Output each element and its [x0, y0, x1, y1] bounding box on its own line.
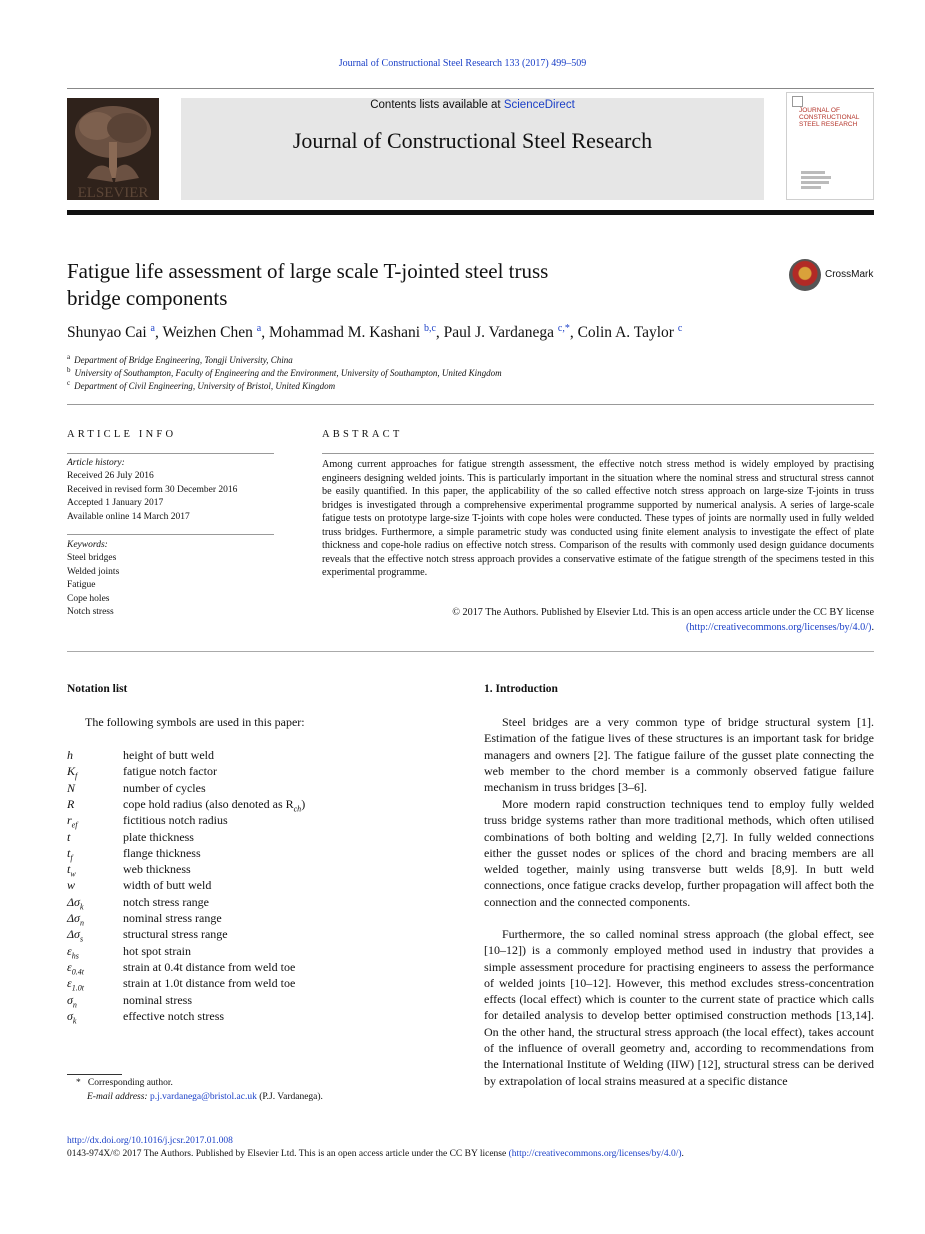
keywords	[67, 539, 274, 619]
license-line: © 2017 The Authors. Published by Elsevier Ltd. This is an open access article under the CC BY license	[452, 607, 874, 618]
history-received: Received 26 July 2016	[67, 471, 154, 482]
notation-definition: strain at 0.4t distance from weld toe	[123, 959, 296, 974]
notation-symbol: $\varepsilon_{1.0t}$	[67, 976, 84, 993]
header-thick-rule	[67, 210, 874, 215]
cover-title: JOURNAL OF CONSTRUCTIONAL STEEL RESEARCH	[799, 107, 860, 128]
notation-symbol: $t_w$	[67, 862, 76, 879]
author-affil-link[interactable]: c,*	[557, 323, 570, 334]
footer-license-link[interactable]: (http://creativecommons.org/licenses/by/4.0/)	[508, 1149, 682, 1159]
author-affil-link[interactable]: a	[150, 323, 155, 334]
notation-symbol: $K_f$	[67, 764, 78, 781]
article-info-rule	[67, 453, 274, 454]
crossmark-label: CrossMark	[825, 269, 874, 280]
crossmark-icon	[789, 259, 821, 291]
crossmark-button[interactable]	[789, 259, 879, 293]
notation-symbol: w	[67, 878, 76, 893]
article-history	[67, 457, 274, 524]
journal-citation-link[interactable]: Journal of Constructional Steel Research 133 (2017) 499–509	[338, 58, 587, 69]
email-link[interactable]: p.j.vardanega@bristol.ac.uk	[149, 1092, 257, 1102]
history-label: Article history:	[67, 458, 125, 468]
keyword: Steel bridges	[67, 553, 117, 564]
notation-definition: strain at 1.0t distance from weld toe	[123, 976, 296, 991]
author-list: Shunyao Cai $^a$, Weizhen Chen $^a$, Mohammad M. Kashani $^{b,c}$, Paul J. Vardanega $^{c,*}$, Colin A. Taylor $^c$	[67, 323, 683, 342]
abstract-rule	[322, 453, 874, 454]
elsevier-wordmark: ELSEVIER	[77, 185, 149, 200]
author-affil-link[interactable]: a	[256, 323, 262, 334]
cover-editors-block	[801, 171, 841, 189]
notation-definition: cope hold radius (also denoted as $R_{ch}$)	[123, 796, 306, 814]
license-link[interactable]: (http://creativecommons.org/licenses/by/4.0/)	[686, 621, 872, 633]
keywords-label: Keywords:	[67, 540, 108, 550]
footnote-corresponding: * Corresponding author.	[76, 1078, 173, 1088]
author-affil-link[interactable]: c	[677, 323, 683, 334]
intro-paragraph-1: Steel bridges are a very common type of bridge structural system [1]. Estimation of the fatigue lives of these structures is an important task for bridge managers and owners [2]. The fatigue failure of the gusset plate connecting the web member to the chord member is a commonly observed fatigue failure mechanism in truss bridges [3–6].	[484, 715, 874, 795]
keyword: Welded joints	[67, 566, 120, 577]
notation-symbol: R	[67, 796, 75, 811]
notation-heading: Notation list	[67, 683, 128, 695]
license-end: .	[871, 621, 874, 633]
notation-symbol: $\sigma_n$	[67, 992, 77, 1009]
notation-definition: structural stress range	[123, 927, 228, 942]
keyword: Notch stress	[67, 607, 114, 618]
header-rule	[67, 88, 874, 89]
notation-symbol: $\Delta\sigma_s$	[67, 927, 84, 944]
elsevier-tree-icon	[67, 98, 159, 200]
abstract-text: Among current approaches for fatigue strength assessment, the effective notch stress method is widely employed by practising engineers designing welded joints. This is particularly important in the situation where the nominal stress and structural stress cannot be easily quantified. In this paper, the applicability of the so called effective notch stress approach on large-size T-joints in truss bridges is investigated through a comprehensive experimental programme supported by numerical analysis. A series of large-scale fatigue tests on prototype large-size T-joints with cope holes were conducted. These types of joints are normally used in fully welded truss bridges. Furthermore, a simple parametric study was conducted using finite element analysis to investigate the effect of plate thickness and cope-hole radius on effective notch stress. Comparison of the results with commonly used design guidance documents reveals that the effective notch stress approach provides a conservative estimate of the fatigue strength of the specimens tested in this experimental programme.	[322, 459, 874, 578]
title-line-1: Fatigue life assessment of large scale T-jointed steel truss	[67, 259, 549, 283]
notation-definition: number of cycles	[123, 780, 206, 795]
notation-definition: height of butt weld	[123, 748, 214, 762]
license-statement	[322, 606, 874, 635]
section-rule	[67, 651, 874, 652]
notation-definition: plate thickness	[123, 829, 194, 844]
notation-symbol: $\varepsilon_{0.4t}$	[67, 959, 84, 977]
article-info-rule	[67, 534, 274, 535]
notation-definition: effective notch stress	[123, 1008, 225, 1023]
journal-name: Journal of Constructional Steel Research	[292, 128, 653, 153]
notation-symbol: N	[67, 780, 76, 795]
author-name: Mohammad M. Kashani	[268, 324, 421, 342]
affiliation-b: $^b$ University of Southampton, Faculty of Engineering and the Environment, University of Southampton, United Kingdom	[67, 366, 502, 378]
author-affil-link[interactable]: b,c	[423, 323, 436, 334]
history-online: Available online 14 March 2017	[67, 511, 190, 522]
history-accepted: Accepted 1 January 2017	[67, 498, 164, 509]
notation-definition: notch stress range	[123, 894, 209, 909]
footnote-rule	[67, 1074, 122, 1075]
history-revised: Received in revised form 30 December 2016	[67, 484, 238, 495]
elsevier-logo	[67, 98, 159, 200]
notation-symbol: $\Delta\sigma_n$	[67, 911, 84, 928]
article-info-heading: ARTICLE INFO	[67, 429, 177, 440]
doi-link[interactable]: http://dx.doi.org/10.1016/j.jcsr.2017.01.008	[67, 1136, 233, 1146]
section-rule	[67, 404, 874, 405]
author-name: Shunyao Cai	[67, 324, 147, 342]
contents-prefix: Contents lists available at	[370, 99, 504, 111]
intro-paragraph-2: More modern rapid construction techniques tend to employ fully welded truss bridge systems rather than more traditional methods, which often utilised combinations of both bolting and welding [2,7]. In fully welded connections either the gusset nodes or splices of the chord and bracing members are all welded together, mainly using transverse butt welds [8,9]. In butt weld connections, once fatigue cracks develop, further propagation will affect both the connection and the connected components.	[484, 797, 874, 909]
notation-symbol: $r_{ef}$	[67, 813, 78, 830]
notation-symbol: $\sigma_k$	[67, 1008, 77, 1026]
author-name: Paul J. Vardanega	[443, 324, 555, 342]
affiliation-c: $^c$ Department of Civil Engineering, University of Bristol, United Kingdom	[67, 379, 336, 391]
keyword: Fatigue	[67, 580, 96, 591]
cover-logo-icon	[792, 96, 803, 107]
notation-definition: flange thickness	[123, 845, 201, 860]
notation-definition: hot spot strain	[123, 943, 191, 958]
notation-symbol: $t_f$	[67, 845, 73, 863]
sciencedirect-link[interactable]: ScienceDirect	[503, 99, 575, 111]
author-name: Colin A. Taylor	[577, 324, 674, 342]
contents-available-line	[181, 99, 764, 111]
issn-license-line: 0143-974X/© 2017 The Authors. Published by Elsevier Ltd. This is an open access article under the CC BY license (http://creativecommons.org/licenses/by/4.0/).	[67, 1149, 684, 1159]
notation-definition: fatigue notch factor	[123, 764, 217, 779]
notation-definition: fictitious notch radius	[123, 813, 228, 828]
notation-symbol: h	[67, 748, 73, 762]
author-name: Weizhen Chen	[162, 324, 253, 342]
article-title	[67, 258, 707, 312]
notation-symbol: t	[67, 829, 71, 844]
notation-definition: nominal stress range	[123, 911, 222, 925]
intro-paragraph-3: Furthermore, the so called nominal stress approach (the global effect, see [10–12]) is a commonly employed method used in industry that provides a simple assessment procedure for practising engineers to assess the performance of welded joints [10–12]. However, this method excludes stress-concentration effects (local effect) which is counter to the current state of practice which calls for detailed analysis to develop better optimised construction methods [13,14]. On the other hand, the structural stress approach (the local effect), takes account of the influence of overall geometry and, according to recommendations from the International Institute of Welding (IIW) [12], structural stress can be derived by extrapolation of local strains measured at a specific distance	[484, 927, 874, 1088]
notation-definition: web thickness	[123, 862, 191, 877]
notation-symbol: $\Delta\sigma_k$	[67, 894, 84, 912]
abstract-heading: ABSTRACT	[322, 429, 403, 440]
notation-intro: The following symbols are used in this paper:	[85, 715, 305, 729]
footnote-email: E-mail address: p.j.vardanega@bristol.ac.uk (P.J. Vardanega).	[87, 1092, 323, 1102]
title-line-2: bridge components	[67, 286, 228, 310]
affiliation-a: $^a$ Department of Bridge Engineering, Tongji University, China	[67, 353, 293, 365]
introduction-heading: 1. Introduction	[484, 683, 558, 695]
notation-definition: nominal stress	[123, 992, 192, 1007]
keyword: Cope holes	[67, 593, 110, 604]
notation-definition: width of butt weld	[123, 878, 212, 893]
journal-cover-thumbnail[interactable]	[786, 92, 874, 200]
notation-symbol: $\varepsilon_{hs}$	[67, 943, 79, 960]
